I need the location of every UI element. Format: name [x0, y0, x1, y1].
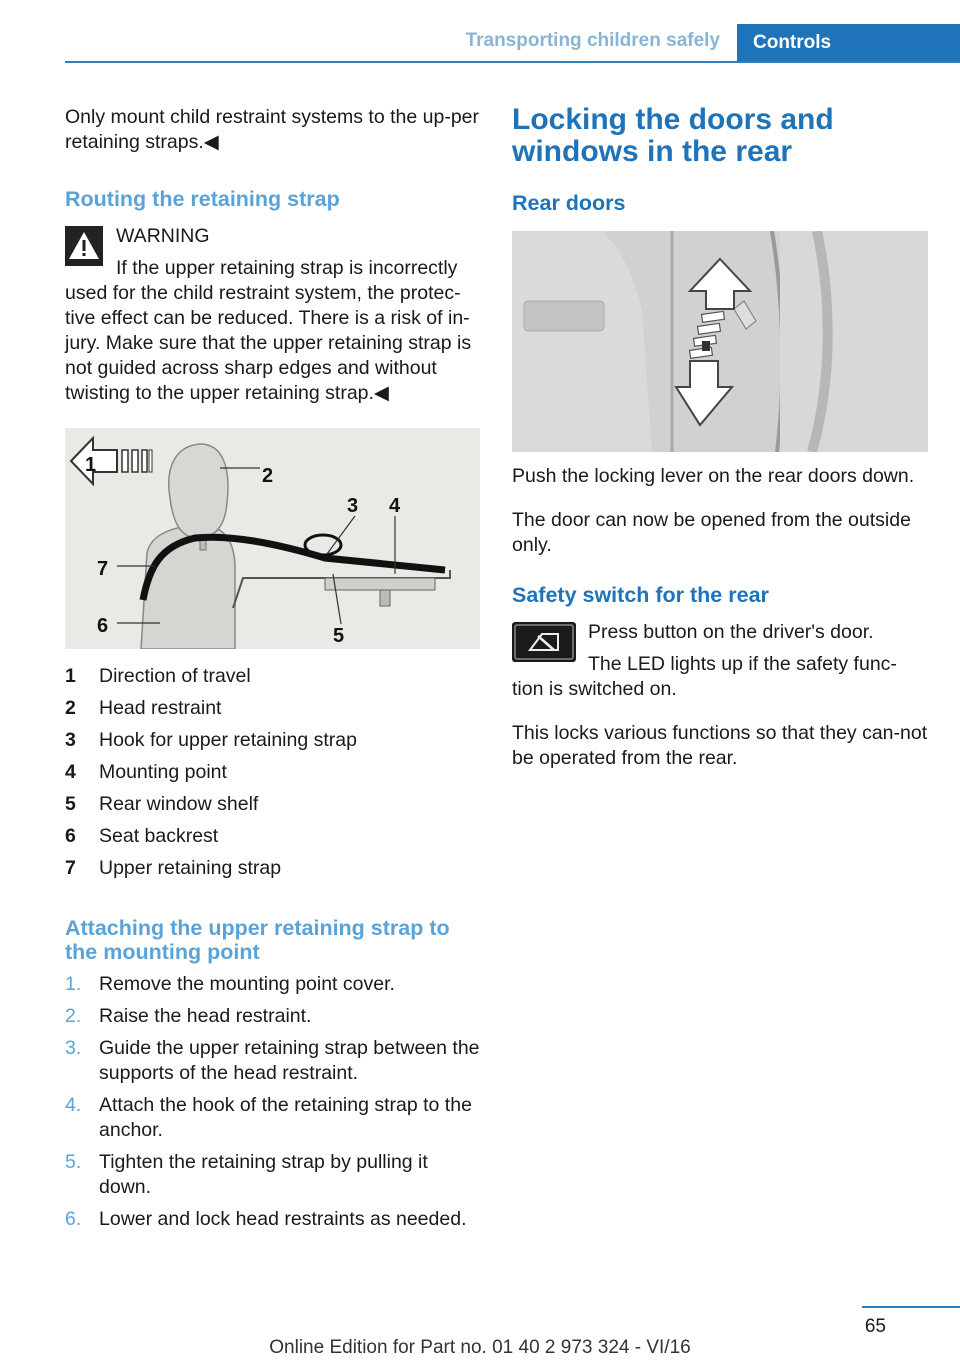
legend-item: 1 Direction of travel [65, 665, 251, 687]
figure-legend [65, 660, 480, 884]
main-heading: Locking the doors and windows in the rear [512, 103, 834, 168]
callout-7: 7 [97, 558, 109, 580]
list-item: 3. Guide the upper retaining strap between the supports of the head restraint. [65, 1037, 480, 1084]
warning-text: used for the child restraint system, the protec-tive effect can be reduced. There is a risk of in-jury. Make sure that the upper retaining strap is not guided across sharp edges and without twisting to the upper retaining strap.◀ [65, 282, 472, 404]
routing-heading: Routing the retaining strap [65, 187, 340, 211]
list-item: 4. Attach the hook of the retaining strap to the anchor. [65, 1094, 472, 1141]
head-restraint-figure [65, 428, 480, 649]
legend-item: 3 Hook for upper retaining strap [65, 729, 357, 751]
callout-5: 5 [333, 625, 345, 647]
warning-label: WARNING [116, 225, 210, 247]
led-text-first: The LED lights up if the safety func- [588, 653, 897, 675]
locks-functions-text: This locks various functions so that they can-not be operated from the rear. [512, 722, 928, 769]
safety-switch-heading: Safety switch for the rear [512, 583, 769, 607]
rear-doors-heading: Rear doors [512, 191, 626, 215]
legend-item: 5 Rear window shelf [65, 793, 259, 815]
callout-2: 2 [262, 465, 274, 487]
list-item: 1. Remove the mounting point cover. [65, 973, 395, 995]
direction-arrow-icon [71, 438, 152, 484]
led-text-rest: tion is switched on. [512, 678, 677, 700]
callout-6: 6 [97, 615, 109, 637]
warning-icon [65, 226, 103, 266]
press-button-text: Press button on the driver's door. [588, 621, 874, 643]
page-number: 65 [864, 1316, 886, 1337]
attach-heading: Attaching the upper retaining strap to the mounting point [65, 916, 450, 964]
callout-3: 3 [347, 495, 359, 517]
footer-edition: Online Edition for Part no. 01 40 2 973 324 - VI/16 [269, 1337, 691, 1358]
list-item: 6. Lower and lock head restraints as needed. [65, 1208, 467, 1230]
callout-1: 1 [85, 454, 97, 476]
header-chapter-tab[interactable]: Controls [737, 24, 960, 61]
list-item: 5. Tighten the retaining strap by pulling it down. [65, 1151, 428, 1198]
header-section-title: Transporting children safely [465, 30, 720, 51]
callout-4: 4 [389, 495, 401, 517]
legend-item: 4 Mounting point [65, 761, 227, 783]
safety-switch-icon [512, 622, 576, 662]
legend-item: 6 Seat backrest [65, 825, 219, 847]
legend-item: 7 Upper retaining strap [65, 857, 282, 879]
legend-item: 2 Head restraint [65, 697, 222, 719]
list-item: 2. Raise the head restraint. [65, 1005, 312, 1027]
header-rule [65, 61, 960, 63]
rear-door-figure [512, 231, 928, 452]
door-open-text: The door can now be opened from the outside only. [512, 509, 911, 556]
push-lever-text: Push the locking lever on the rear doors down. [512, 465, 915, 487]
intro-paragraph: Only mount child restraint systems to the up-per retaining straps.◀ [65, 106, 480, 153]
footer-rule [862, 1306, 960, 1308]
steps-list [65, 972, 480, 1239]
warning-first-line: If the upper retaining strap is incorrectly [116, 257, 458, 279]
